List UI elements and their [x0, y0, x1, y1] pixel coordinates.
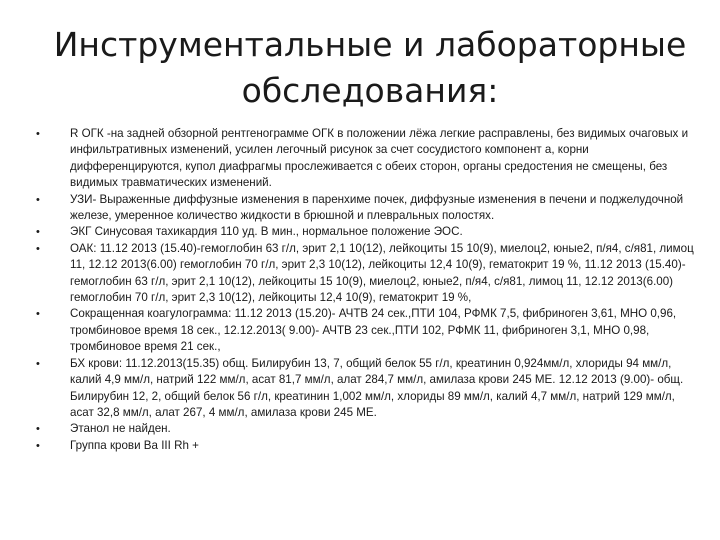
bullet-icon: •	[36, 439, 40, 452]
list-item	[36, 421, 696, 437]
list-item	[36, 438, 696, 454]
list-item-text: УЗИ- Выраженные диффузные изменения в паренхиме почек, диффузные изменения в печени и поджелудочной железе, умеренное количество жидкости в брюшной и плевральных полостях.	[70, 192, 684, 223]
bullet-icon: •	[36, 242, 40, 255]
bullet-icon: •	[36, 226, 40, 239]
findings-list	[36, 126, 696, 454]
list-item	[36, 224, 696, 240]
list-item-text: R ОГК -на задней обзорной рентгенограмме ОГК в положении лёжа легкие расправлены, без видимых очаговых и инфильтративных изменений, усилен легочный рисунок за счет сосудистого компонент а, корни дифференцируются, купол диафрагмы прослеживается с обеих сторон, органы средостения не смещены, без видимых травматических изменений.	[70, 127, 689, 190]
bullet-icon: •	[36, 193, 40, 206]
list-item	[36, 126, 696, 192]
list-item-text: Сокращенная коагулограмма: 11.12 2013 (15.20)- АЧТВ 24 сек.,ПТИ 104, РФМК 7,5, фибриноген 3,61, МНО 0,96, тромбиновое время 18 сек., 12.12.2013( 9.00)- АЧТВ 23 сек.,ПТИ 102, РФМК 11, фибриноген 3,1, МНО 0,98, тромбиновое время 21 сек.,	[70, 307, 677, 354]
list-item	[36, 306, 696, 355]
list-item	[36, 356, 696, 422]
bullet-icon: •	[36, 128, 40, 140]
list-item-text: БХ крови: 11.12.2013(15.35) общ. Билирубин 13, 7, общий белок 55 г/л, креатинин 0,924мм/л, хлориды 94 мм/л, калий 4,9 мм/л, натрий 122 мм/л, асат 81,7 мм/л, алат 284,7 мм/л, амилаза крови 245 МЕ. 12.12 2013 (9.00)- общ. Билирубин 12, 2, общий белок 56 г/л, креатинин 1,002 мм/л, хлориды 89 мм/л, калий 4,7 мм/л, натрий 129 мм/л, асат 32,8 мм/л, алат 267, 4 мм/л, амилаза крови 245 МЕ.	[70, 356, 684, 419]
bullet-icon: •	[36, 357, 40, 370]
list-item	[36, 192, 696, 225]
list-item-text: ОАК: 11.12 2013 (15.40)-гемоглобин 63 г/л, эрит 2,1 10(12), лейкоциты 15 10(9), миелоц2, юные2, п/я4, с/я81, лимоц 11, 12.12 2013(6.00) гемоглобин 70 г/л, эрит 2,3 10(12), лейкоциты 12,4 10(9), гематокрит 19 %, 11.12 2013 (15.40)-гемоглобин 63 г/л, эрит 2,1 10(12), лейкоциты 15 10(9), миелоц2, юные2, п/я4, с/я81, лимоц 11, 12.12 2013(6.00) гемоглобин 70 г/л, эрит 2,3 10(12), лейкоциты 12,4 10(9), гематокрит 19 %,	[70, 241, 694, 305]
list-item-text: Этанол не найден.	[70, 422, 171, 436]
list-item-text: ЭКГ Синусовая тахикардия 110 уд. В мин., нормальное положение ЭОС.	[70, 225, 463, 239]
slide-title-line-2: обследования:	[241, 71, 499, 110]
bullet-icon: •	[36, 308, 40, 321]
slide-title-line-1: Инструментальные и лабораторные	[53, 25, 687, 64]
list-item	[36, 241, 696, 307]
slide-title	[40, 22, 700, 114]
list-item-text: Группа крови Ва III Rh +	[70, 438, 199, 452]
bullet-icon: •	[36, 423, 40, 436]
